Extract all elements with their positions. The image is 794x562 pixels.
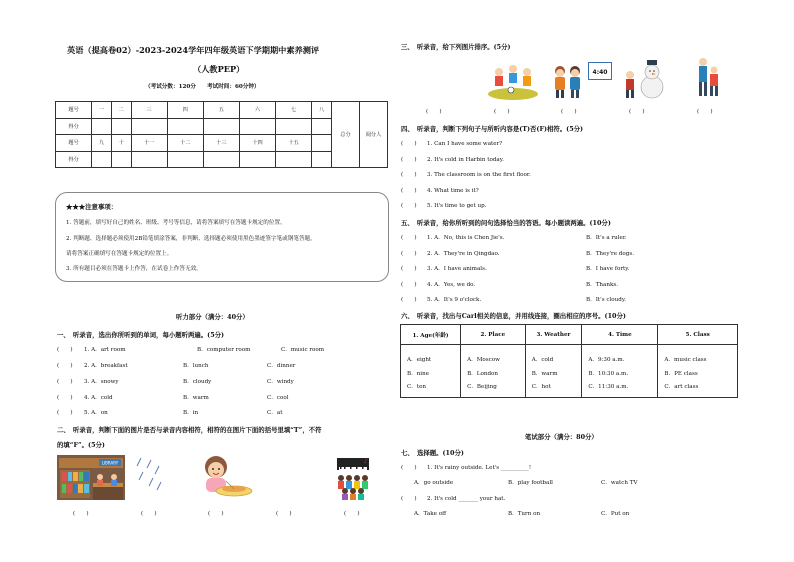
- score-cell: 四: [167, 102, 203, 119]
- answer-paren[interactable]: ( ): [401, 172, 417, 178]
- score-cell: 题号: [56, 135, 92, 152]
- answer-paren[interactable]: ( ): [401, 188, 417, 194]
- section6-heading: 六、 听录音，找出与Carl相关的信息，并用线连接，圈出相应的序号。(10分): [401, 312, 626, 320]
- option-b: B．lunch: [183, 363, 209, 369]
- answer-paren[interactable]: ( ): [401, 141, 417, 147]
- option-text: B．warm: [531, 370, 558, 377]
- option-text: A．9:30 a.m.: [588, 356, 625, 363]
- score-cell: 八: [312, 102, 332, 119]
- answer-paren[interactable]: ( ): [344, 511, 360, 517]
- score-cell: 六: [239, 102, 275, 119]
- option-c: C．dinner: [267, 363, 296, 369]
- score-cell: 七: [276, 102, 312, 119]
- written-heading: 笔试部分（满分：80分）: [525, 433, 598, 441]
- option-a: 2. A．They're in Qingdao.: [427, 251, 500, 257]
- answer-paren[interactable]: ( ): [401, 266, 417, 272]
- answer-paren[interactable]: ( ): [57, 347, 73, 353]
- answer-paren[interactable]: ( ): [426, 109, 442, 115]
- notice-title: ★★★注意事项：: [66, 203, 118, 211]
- clock-picture: [588, 62, 612, 80]
- answer-paren[interactable]: ( ): [401, 465, 417, 471]
- table-header: 5. Class: [658, 325, 738, 345]
- question-stem: 2. It's cold _______ your hat.: [427, 496, 506, 502]
- option-b: B．They're dogs.: [586, 251, 634, 257]
- answer-paren[interactable]: ( ): [57, 363, 73, 369]
- kids-playing-football-picture: [487, 60, 539, 100]
- option-text: B．PE class: [664, 370, 698, 377]
- answer-paren[interactable]: ( ): [697, 109, 713, 115]
- table-header: 4. Time: [582, 325, 658, 345]
- answer-paren[interactable]: ( ): [494, 109, 510, 115]
- grader-label: 阅分人: [360, 102, 388, 168]
- table-cell[interactable]: [658, 345, 738, 367]
- option-c: C．at: [267, 410, 283, 416]
- score-cell: 十五: [276, 135, 312, 152]
- notice-item: 2. 判断题、选择题必须使用2B铅笔填涂答案，非判断、选择题必须使用黑色墨迹签字笔或钢笔答题，: [66, 236, 316, 242]
- exam-info: （考试分数：120分 考试时间：60分钟）: [145, 84, 260, 90]
- music-note-icon: ♪: [364, 458, 368, 465]
- option-text: A．Moscow: [467, 356, 500, 363]
- option-c: C．music room: [281, 347, 325, 353]
- answer-paren[interactable]: ( ): [208, 511, 224, 517]
- answer-paren[interactable]: ( ): [401, 282, 417, 288]
- option-c: C．windy: [267, 379, 294, 385]
- score-cell: 十: [111, 135, 131, 152]
- option-text: C．hot: [531, 383, 551, 390]
- statement: 4. What time is it?: [427, 188, 479, 194]
- music-class-picture: [334, 456, 372, 500]
- option-text: C．art class: [664, 383, 699, 390]
- answer-paren[interactable]: ( ): [57, 395, 73, 401]
- section3-heading: 三、 听录音，给下列图片排序。(5分): [401, 43, 511, 51]
- option-a: 2. A．breakfast: [84, 363, 128, 369]
- answer-paren[interactable]: ( ): [401, 251, 417, 257]
- notice-item: 请将答案正确填写在答题卡规定的位置上。: [66, 251, 173, 257]
- option-text: B．London: [467, 370, 499, 377]
- table-cell[interactable]: [401, 366, 461, 378]
- total-score-label: 总分: [332, 102, 360, 168]
- option-c: C．cool: [267, 395, 289, 401]
- score-cell: 二: [111, 102, 131, 119]
- score-cell: 得分: [56, 118, 92, 135]
- option-text: A．eight: [407, 356, 432, 363]
- table-cell[interactable]: [461, 366, 526, 378]
- section4-heading: 四、 听录音，判断下列句子与所听内容是(T)否(F)相符。(5分): [401, 125, 584, 133]
- option-b: B．in: [183, 410, 199, 416]
- score-cell: 十四: [239, 135, 275, 152]
- option-a: 5. A．on: [84, 410, 108, 416]
- option-text: A．music class: [664, 356, 707, 363]
- score-cell: 五: [203, 102, 239, 119]
- option-a: 3. A．snowy: [84, 379, 119, 385]
- answer-paren[interactable]: ( ): [401, 203, 417, 209]
- notice-item: 1. 答题前，填写好自己的姓名、班级、考号等信息，请将答案填写在答题卡规定的位置。: [66, 220, 286, 226]
- option-b: B．It's cloudy.: [586, 297, 627, 303]
- table-cell[interactable]: [525, 379, 582, 398]
- table-header: 3. Weather: [525, 325, 582, 345]
- table-cell[interactable]: [658, 379, 738, 398]
- score-cell: 九: [92, 135, 112, 152]
- question-stem: 1. It's rainy outside. Let's __________!: [427, 465, 532, 471]
- answer-paren[interactable]: ( ): [57, 379, 73, 385]
- section5-heading: 五、 听录音，给你所听到的问句选择恰当的答语。每小题读两遍。(10分): [401, 219, 611, 227]
- option-text: C．ten: [407, 383, 427, 390]
- answer-paren[interactable]: ( ): [629, 109, 645, 115]
- library-picture: [57, 455, 125, 500]
- option-a: 5. A．It's 9 o'clock.: [427, 297, 482, 303]
- page-title: 英语（提高卷02）-2023-2024学年四年级英语下学期期中素养测评: [67, 45, 320, 55]
- score-cell: 一: [92, 102, 112, 119]
- table-cell[interactable]: [582, 345, 658, 367]
- answer-paren[interactable]: ( ): [141, 511, 157, 517]
- option-text: C．11:30 a.m.: [588, 383, 629, 390]
- answer-paren[interactable]: ( ): [401, 235, 417, 241]
- listening-heading: 听力部分（满分：40分）: [176, 313, 249, 321]
- section2-heading: 二、 听录音，判断下面的图片是否与录音内容相符，相符的在图片下面的括号里填“T”，不符: [57, 426, 322, 434]
- option-b: B．Turn on: [508, 511, 541, 517]
- table-cell[interactable]: [461, 345, 526, 367]
- table-cell[interactable]: [461, 379, 526, 398]
- table-cell[interactable]: [582, 366, 658, 378]
- section2-heading-cont: 的填“F”。(5分): [57, 441, 105, 449]
- answer-paren[interactable]: ( ): [57, 410, 73, 416]
- section1-heading: 一、 听录音，选出你所听到的单词，每小题听两遍。(5分): [57, 331, 225, 339]
- table-header: 2. Place: [461, 325, 526, 345]
- score-cell: 题号: [56, 102, 92, 119]
- score-cell: 得分: [56, 151, 92, 168]
- answer-paren[interactable]: ( ): [73, 511, 89, 517]
- option-b: B．play football: [508, 480, 553, 486]
- score-cell: 十三: [203, 135, 239, 152]
- table-cell[interactable]: [401, 379, 461, 398]
- option-text: A．cold: [531, 356, 554, 363]
- statement: 5. It's time to get up.: [427, 203, 487, 209]
- table-cell[interactable]: [658, 366, 738, 378]
- table-cell[interactable]: [525, 366, 582, 378]
- answer-paren[interactable]: ( ): [401, 297, 417, 303]
- statement: 3. The classroom is on the first floor.: [427, 172, 531, 178]
- table-cell[interactable]: [582, 379, 658, 398]
- option-a: 4. A．cold: [84, 395, 113, 401]
- girl-eating-picture: [196, 453, 254, 500]
- score-cell: 十二: [167, 135, 203, 152]
- option-a: 1. A．art room: [84, 347, 126, 353]
- option-a: A．Take off: [414, 511, 447, 517]
- statement: 1. Can I have some water?: [427, 141, 503, 147]
- option-b: B．warm: [183, 395, 209, 401]
- option-a: 3. A．I have animals.: [427, 266, 487, 272]
- score-cell: 三: [131, 102, 167, 119]
- option-text: B．10:30 a.m.: [588, 370, 629, 377]
- notice-item: 3. 所有题目必须在答题卡上作答，在试卷上作答无效。: [66, 266, 202, 272]
- option-b: B．It's a ruler.: [586, 235, 627, 241]
- rain-picture: [133, 456, 163, 492]
- section7-heading: 七、 选择题。(10分): [401, 449, 464, 457]
- page-subtitle: （人教PEP）: [193, 64, 245, 74]
- table-cell[interactable]: [525, 345, 582, 367]
- option-text: C．Beijing: [467, 383, 497, 390]
- statement: 2. It's cold in Harbin today.: [427, 157, 504, 163]
- clock-time: 4:40: [592, 69, 608, 76]
- answer-paren[interactable]: ( ): [276, 511, 292, 517]
- kids-group-picture: [551, 62, 585, 100]
- option-b: B．I have forty.: [586, 266, 630, 272]
- option-c: C．Put on: [601, 511, 630, 517]
- option-b: B．Thanks.: [586, 282, 619, 288]
- snowman-picture: [622, 57, 668, 100]
- table-header: 1. Age(年龄): [401, 325, 461, 345]
- family-picture: [695, 56, 721, 100]
- option-a: 4. A．Yes, we do.: [427, 282, 476, 288]
- answer-paren[interactable]: ( ): [401, 157, 417, 163]
- option-a: A．go outside: [414, 480, 454, 486]
- option-b: B．computer room: [197, 347, 251, 353]
- carl-info-table: [400, 324, 738, 398]
- library-sign-text: LIBRARY: [101, 460, 119, 466]
- table-cell[interactable]: [401, 345, 461, 367]
- answer-paren[interactable]: ( ): [561, 109, 577, 115]
- score-table: [55, 101, 388, 168]
- option-text: B．nine: [407, 370, 430, 377]
- option-b: B．cloudy: [183, 379, 212, 385]
- option-c: C．watch TV: [601, 480, 638, 486]
- option-a: 1. A．No, this is Chen Jie's.: [427, 235, 505, 241]
- answer-paren[interactable]: ( ): [401, 496, 417, 502]
- score-cell: 十一: [131, 135, 167, 152]
